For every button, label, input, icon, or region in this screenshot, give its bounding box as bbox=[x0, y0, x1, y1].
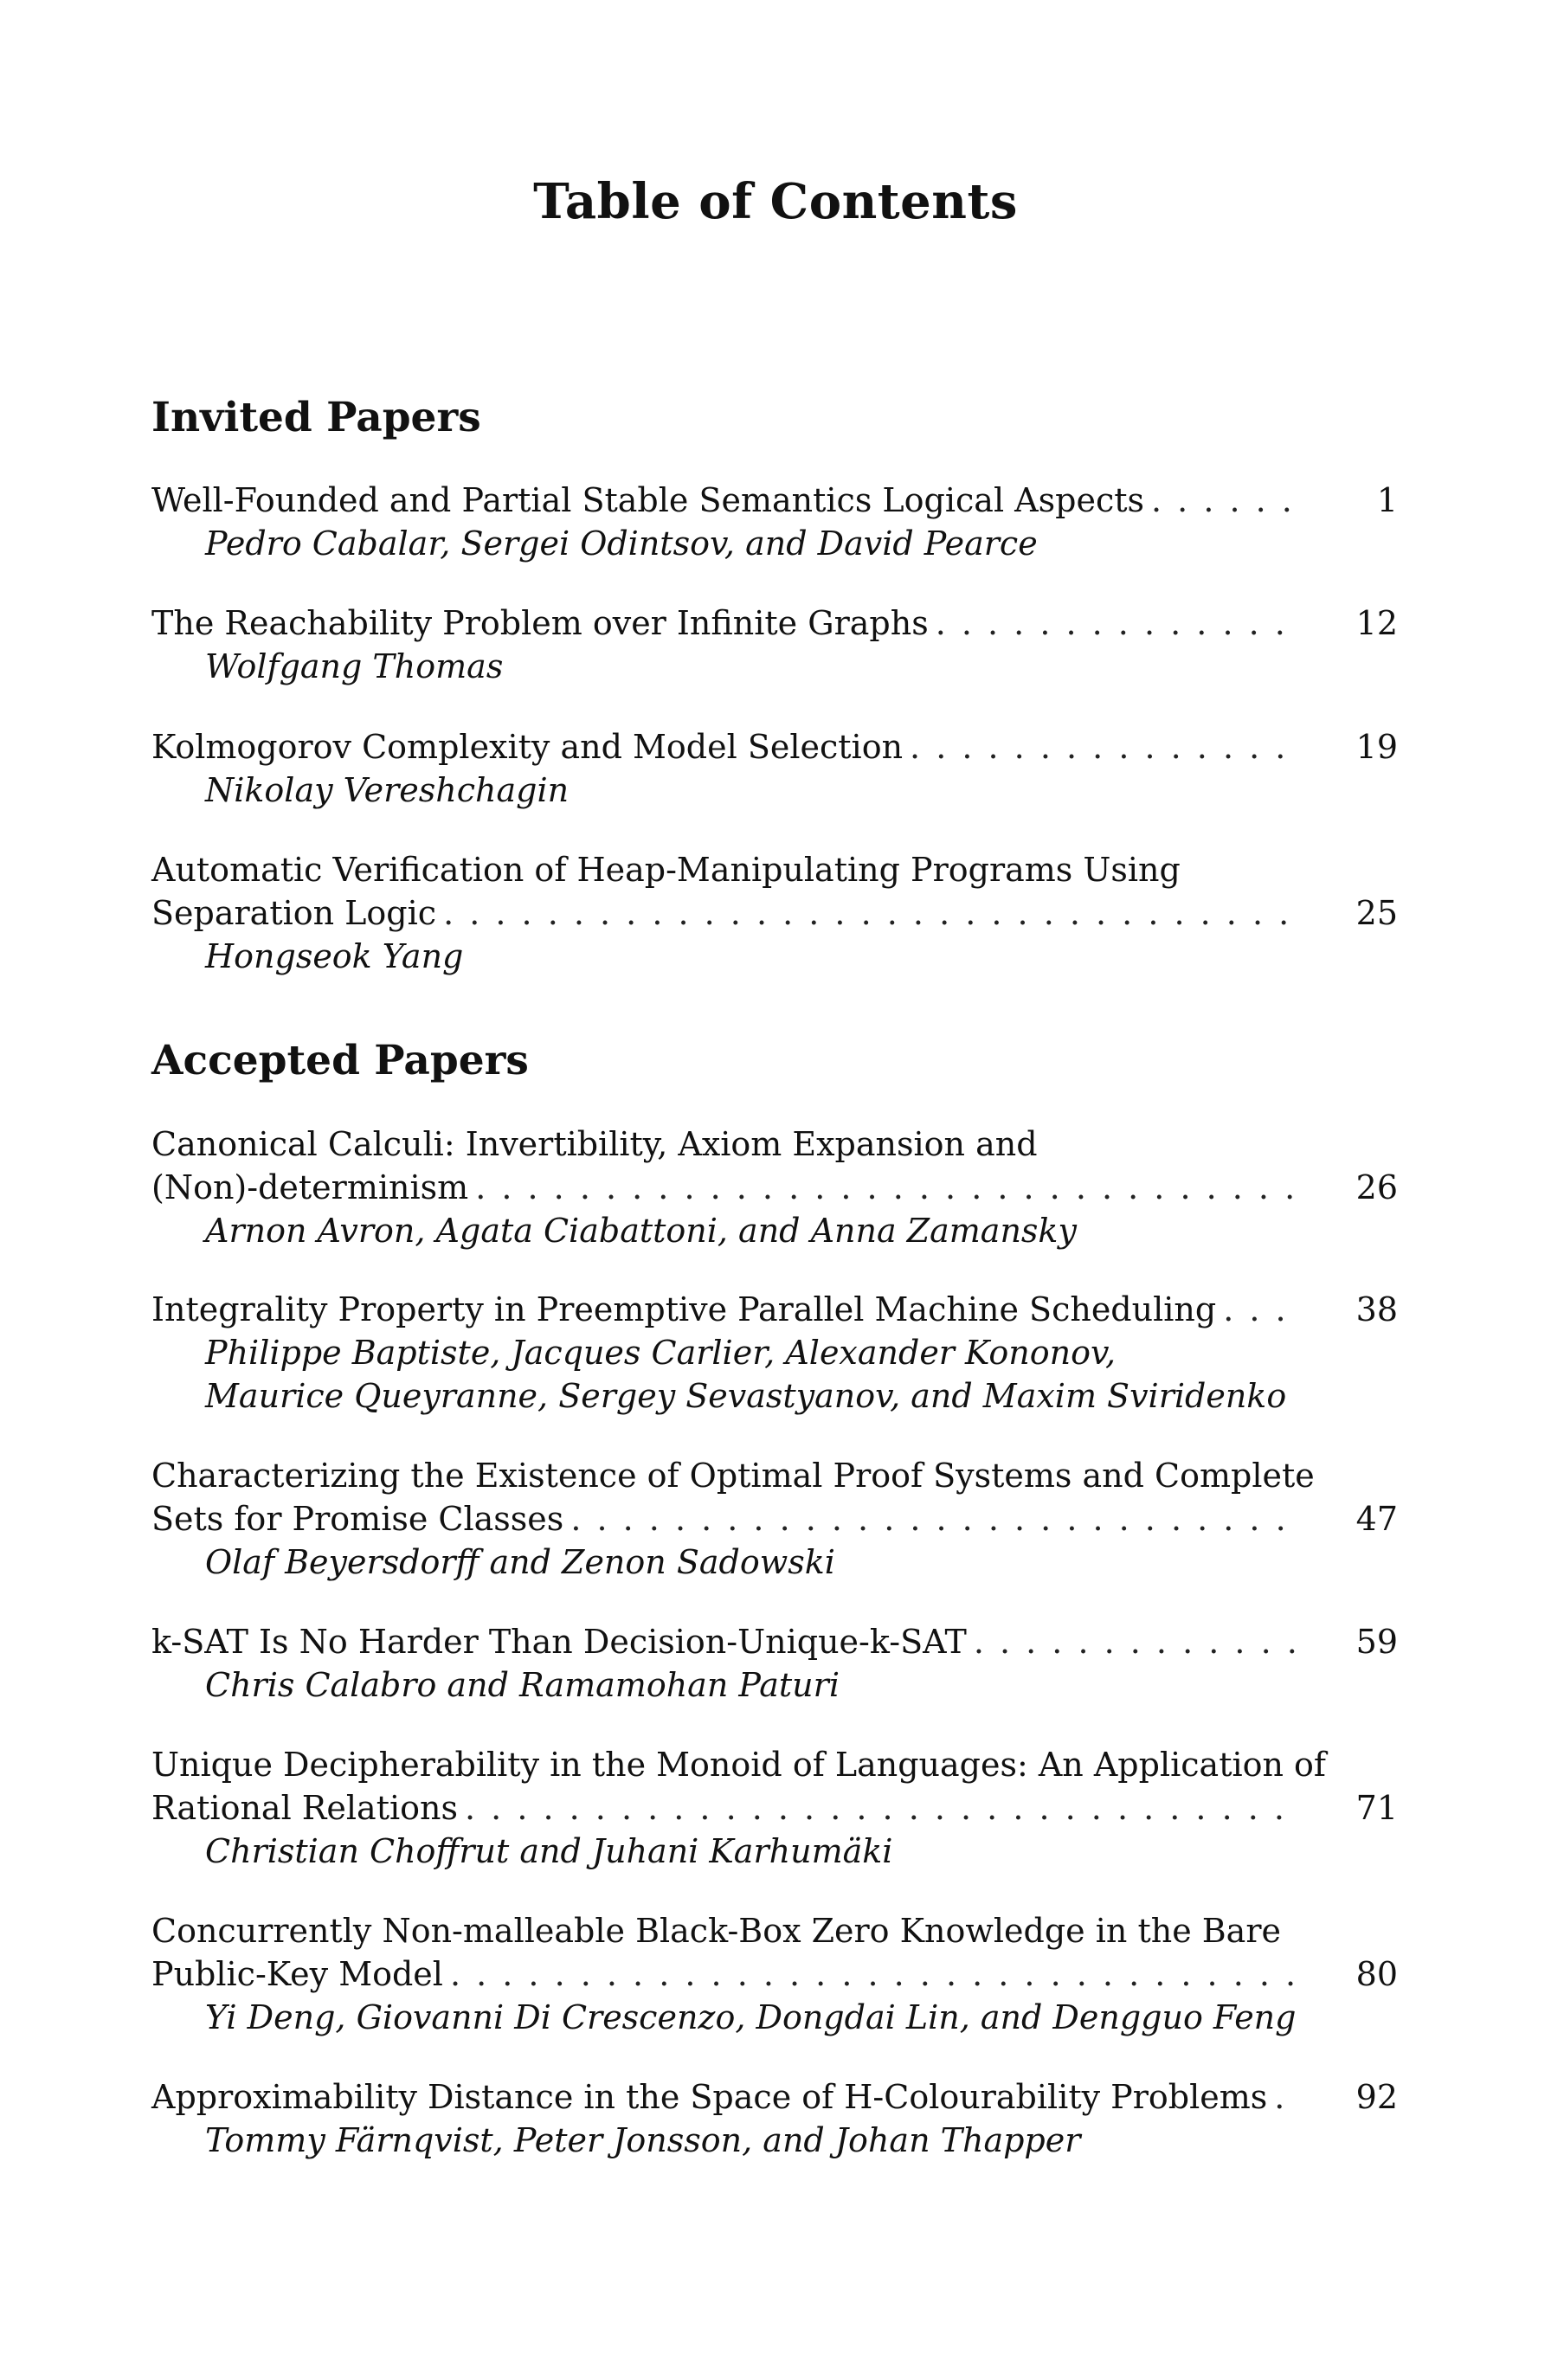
toc-entry[interactable] bbox=[151, 1454, 1398, 1584]
entry-title: Separation Logic bbox=[151, 894, 437, 932]
entry-authors: Maurice Queyranne, Sergey Sevastyanov, and Maxim Sviridenko bbox=[205, 1377, 1287, 1415]
entry-title: Integrality Property in Preemptive Parallel Machine Scheduling bbox=[151, 1290, 1217, 1328]
leader-dots bbox=[1144, 479, 1303, 522]
page-number: 19 bbox=[1355, 728, 1398, 766]
entry-authors: Arnon Avron, Agata Ciabattoni, and Anna Zamansky bbox=[205, 1212, 1077, 1250]
toc-entry[interactable] bbox=[151, 1743, 1398, 1873]
page-number: 26 bbox=[1355, 1168, 1398, 1206]
entry-title: Sets for Promise Classes bbox=[151, 1500, 564, 1538]
entry-authors: Yi Deng, Giovanni Di Crescenzo, Dongdai Lin, and Dengguo Feng bbox=[205, 1998, 1297, 2036]
entry-authors: Nikolay Vereshchagin bbox=[205, 771, 570, 809]
entry-title-line bbox=[151, 1497, 1398, 1541]
page-title: Table of Contents bbox=[533, 173, 1018, 230]
entry-title-line bbox=[151, 601, 1398, 645]
entry-authors: Philippe Baptiste, Jacques Carlier, Alexander Kononov, bbox=[205, 1334, 1117, 1372]
leader-dots bbox=[563, 1497, 1303, 1541]
entry-title-line bbox=[151, 1743, 1398, 1786]
entry-authors: Tommy Färnqvist, Peter Jonsson, and Johan Thapper bbox=[205, 2121, 1081, 2159]
toc-entry[interactable] bbox=[151, 601, 1398, 688]
entry-authors: Olaf Beyersdorff and Zenon Sadowski bbox=[205, 1543, 835, 1581]
entry-authors: Wolfgang Thomas bbox=[205, 647, 504, 685]
leader-dots bbox=[1267, 2075, 1303, 2119]
toc-entry[interactable] bbox=[151, 1909, 1398, 2039]
leader-dots bbox=[458, 1786, 1303, 1830]
entry-title: Well-Founded and Partial Stable Semantics Logical Aspects bbox=[151, 481, 1144, 519]
page-number: 47 bbox=[1355, 1500, 1398, 1538]
entry-title: Public-Key Model bbox=[151, 1955, 443, 1993]
entry-title: Kolmogorov Complexity and Model Selection bbox=[151, 728, 904, 766]
entry-title: Characterizing the Existence of Optimal Proof Systems and Complete bbox=[151, 1457, 1315, 1495]
entry-authors: Hongseok Yang bbox=[205, 937, 464, 975]
toc-entry[interactable] bbox=[151, 725, 1398, 812]
entry-title: The Reachability Problem over Infinite Graphs bbox=[151, 604, 929, 642]
entry-title-line bbox=[151, 1909, 1398, 1952]
entry-title-line bbox=[151, 1454, 1398, 1497]
section-heading-invited: Invited Papers bbox=[151, 394, 481, 441]
page-number: 12 bbox=[1355, 604, 1398, 642]
toc-entry[interactable] bbox=[151, 1122, 1398, 1252]
entry-title-line bbox=[151, 1620, 1398, 1663]
entry-title-line bbox=[151, 1786, 1398, 1830]
leader-dots bbox=[1216, 1288, 1303, 1331]
leader-dots bbox=[443, 1952, 1303, 1996]
entry-title: Canonical Calculi: Invertibility, Axiom Expansion and bbox=[151, 1125, 1038, 1163]
entry-authors: Chris Calabro and Ramamohan Paturi bbox=[205, 1666, 840, 1704]
entry-title-line bbox=[151, 1952, 1398, 1996]
section-heading-accepted: Accepted Papers bbox=[151, 1037, 529, 1084]
page-number: 80 bbox=[1355, 1955, 1398, 1993]
leader-dots bbox=[468, 1166, 1303, 1209]
entry-title-line bbox=[151, 479, 1398, 522]
entry-title: k-SAT Is No Harder Than Decision-Unique-k-SAT bbox=[151, 1623, 967, 1661]
leader-dots bbox=[436, 891, 1303, 935]
page-number: 38 bbox=[1355, 1290, 1398, 1328]
page-number: 25 bbox=[1355, 894, 1398, 932]
entry-title-line bbox=[151, 1288, 1398, 1331]
page-number: 71 bbox=[1355, 1789, 1398, 1827]
entry-title-line bbox=[151, 891, 1398, 935]
entry-title: (Non)-determinism bbox=[151, 1168, 469, 1206]
entry-title-line bbox=[151, 2075, 1398, 2119]
toc-entry[interactable] bbox=[151, 848, 1398, 978]
leader-dots bbox=[903, 725, 1303, 769]
leader-dots bbox=[967, 1620, 1303, 1663]
leader-dots bbox=[929, 601, 1303, 645]
toc-entry[interactable] bbox=[151, 479, 1398, 565]
toc-entry[interactable] bbox=[151, 1288, 1398, 1418]
toc-entry[interactable] bbox=[151, 2075, 1398, 2162]
entry-title-line bbox=[151, 1122, 1398, 1166]
entry-authors: Christian Choffrut and Juhani Karhumäki bbox=[205, 1832, 893, 1870]
entry-title: Automatic Verification of Heap-Manipulating Programs Using bbox=[151, 851, 1181, 889]
entry-title: Unique Decipherability in the Monoid of Languages: An Application of bbox=[151, 1746, 1326, 1784]
entry-title-line bbox=[151, 848, 1398, 891]
entry-title: Concurrently Non-malleable Black-Box Zero Knowledge in the Bare bbox=[151, 1912, 1281, 1950]
entry-authors: Pedro Cabalar, Sergei Odintsov, and David Pearce bbox=[205, 524, 1038, 563]
toc-entry[interactable] bbox=[151, 1620, 1398, 1707]
page-number: 92 bbox=[1355, 2078, 1398, 2116]
page-number: 59 bbox=[1355, 1623, 1398, 1661]
entry-title: Approximability Distance in the Space of H-Colourability Problems bbox=[151, 2078, 1268, 2116]
entry-title: Rational Relations bbox=[151, 1789, 458, 1827]
page-number: 1 bbox=[1376, 481, 1398, 519]
entry-title-line bbox=[151, 725, 1398, 769]
entry-title-line bbox=[151, 1166, 1398, 1209]
